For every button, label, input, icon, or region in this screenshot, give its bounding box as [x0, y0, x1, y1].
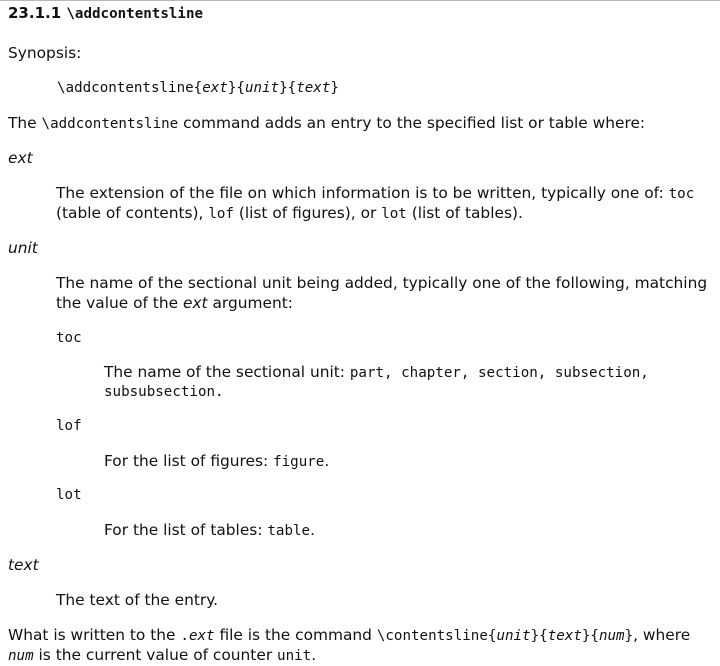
- text-description: The text of the entry.: [56, 591, 219, 609]
- section-number: 23.1.1: [8, 4, 62, 22]
- term-ext: ext: [8, 149, 33, 167]
- toc-description-line1: The name of the sectional unit: part, chapter, section, subsection,: [104, 363, 649, 381]
- term-text: text: [8, 556, 39, 574]
- term-unit: unit: [8, 239, 38, 257]
- intro-paragraph: The \addcontentsline command adds an entry to the specified list or table where:: [8, 114, 646, 132]
- ext-description-line1: The extension of the file on which information is to be written, typically one of: toc: [56, 184, 695, 202]
- term-lot: lot: [56, 487, 82, 503]
- toc-description-line2: subsubsection.: [104, 384, 224, 400]
- term-toc: toc: [56, 330, 82, 346]
- footer-line2: num is the current value of counter unit.: [8, 646, 317, 664]
- lof-description: For the list of figures: figure.: [104, 452, 330, 470]
- synopsis-code: \addcontentsline{ext}{unit}{text}: [57, 80, 339, 96]
- unit-description-line2: the value of the ext argument:: [56, 294, 293, 312]
- section-command: \addcontentsline: [66, 6, 204, 22]
- footer-line1: What is written to the .ext file is the command \contentsline{unit}{text}{num}, where: [8, 626, 691, 644]
- synopsis-label: Synopsis:: [8, 44, 82, 62]
- unit-description-line1: The name of the sectional unit being added, typically one of the following, matching: [56, 274, 708, 292]
- ext-description-line2: (table of contents), lof (list of figures), or lot (list of tables).: [56, 204, 523, 222]
- term-lof: lof: [56, 418, 82, 434]
- lot-description: For the list of tables: table.: [104, 521, 316, 539]
- top-rule: [0, 0, 720, 1]
- section-heading: [8, 3, 203, 24]
